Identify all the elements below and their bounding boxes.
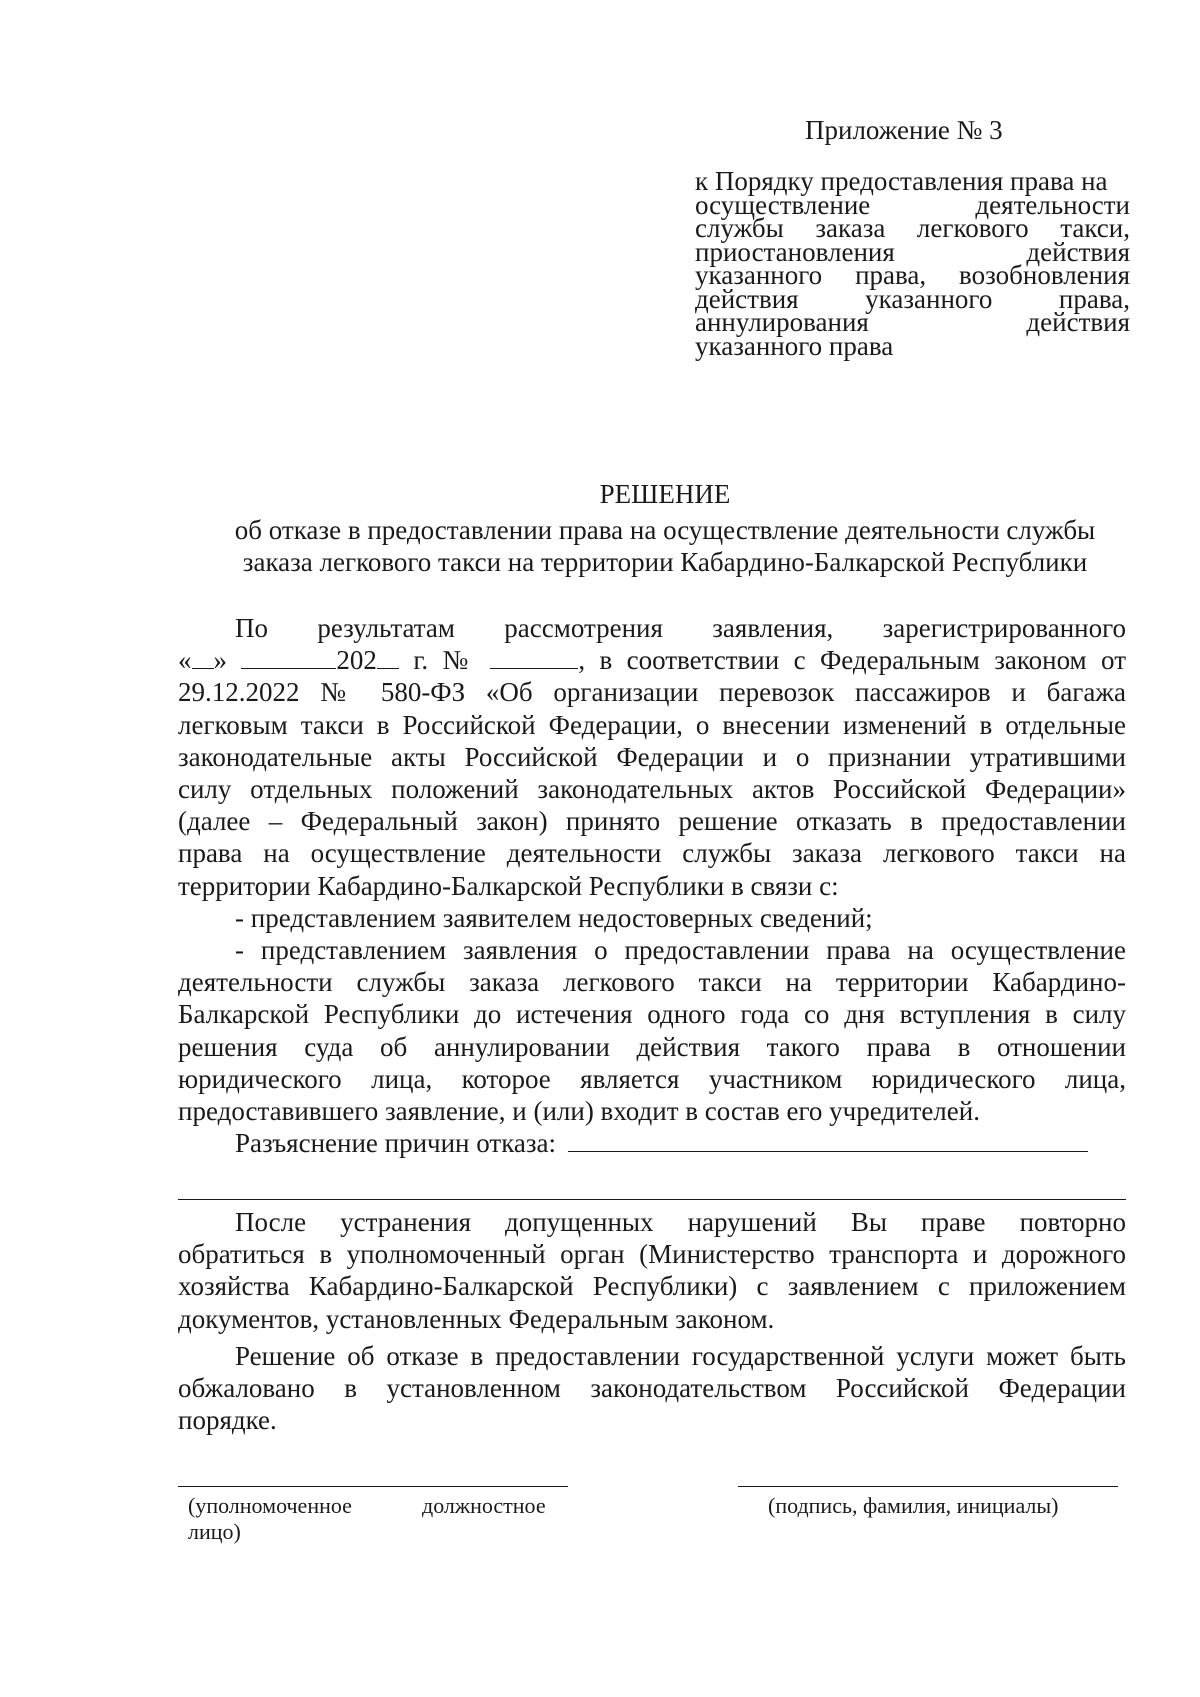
body-line: обжаловано в установленном законодательством Российской Федерации [178,1373,1126,1404]
body-line: юридического лица, которое является участником юридического лица, [178,1063,1126,1094]
appendix-reference [695,166,1130,361]
year-prefix: 202 [336,645,377,676]
appendix-line: к Порядку предоставления права на [695,166,1108,196]
official-signature-line [178,1486,568,1487]
year-suffix: г. № [413,645,476,676]
number-blank [490,646,578,669]
body-line: силу отдельных положений законодательных актов Российской Федерации» [178,774,1126,805]
body-line: Решение об отказе в предоставлении государственной услуги может быть [235,1341,1126,1371]
date-open-quote: « [178,645,192,676]
appendix-number: Приложение № 3 [805,115,1003,145]
appendix-line: указанного права, возобновления [695,260,1130,290]
body-line: обратиться в уполномоченный орган (Министерство транспорта и дорожного [178,1239,1126,1270]
body-line: законодательные акты Российской Федерации и о признании утратившими [178,741,1126,772]
date-number-line [178,644,1126,676]
body-line: территории Кабардино-Балкарской Республики в связи с: [178,870,839,901]
explanation-blank-line [178,1199,1126,1200]
signature-line [738,1486,1118,1487]
document-subtitle-line: об отказе в предоставлении права на осуществление деятельности службы [234,515,1096,545]
body-line: По результатам рассмотрения заявления, зарегистрированного [235,613,1126,643]
body-line: Балкарской Республики до истечения одного года со дня вступления в силу [178,999,1126,1030]
body-line: хозяйства Кабардино-Балкарской Республики) с заявлением с приложением [178,1271,1126,1302]
appendix-line: аннулирования действия [695,307,1130,337]
appeal-paragraph [178,1340,1126,1437]
decision-body [178,612,1126,1159]
month-blank [241,646,336,669]
body-line: деятельности службы заказа легкового такси на территории Кабардино- [178,967,1126,998]
year-blank [377,646,399,669]
body-line: права на осуществление деятельности службы заказа легкового такси на [178,838,1126,869]
body-line: предоставившего заявление, и (или) входит в состав его учредителей. [178,1096,980,1127]
body-line: (далее – Федеральный закон) принято решение отказать в предоставлении [178,806,1126,837]
reason-item: - представлением заявителем недостоверных сведений; [235,902,873,933]
body-line: 29.12.2022 № 580-ФЗ «Об организации перевозок пассажиров и багажа [178,677,1126,708]
body-line: решения суда об аннулировании действия такого права в отношении [178,1031,1126,1062]
after-remediation-paragraph [178,1206,1126,1335]
day-blank [192,646,214,669]
appendix-line: действия указанного права, [695,283,1130,314]
date-close-quote: » [213,645,227,676]
appendix-line: приостановления действия [695,236,1130,267]
reason-item: - представлением заявления о предоставлении права на осуществление [235,935,1126,966]
appendix-line: указанного права [695,330,894,361]
body-line: документов, установленных Федеральным законом. [178,1303,775,1334]
signature-caption: (подпись, фамилия, инициалы) [768,1493,1059,1518]
body-line: легковым такси в Российской Федерации, о внесении изменений в отдельные [178,709,1126,740]
official-caption-word: должностное [422,1493,546,1518]
appendix-line: осуществление деятельности [695,189,1130,220]
official-caption-word: лицо) [188,1519,241,1544]
body-line: После устранения допущенных нарушений Вы праве повторно [235,1207,1126,1237]
appendix-line: службы заказа легкового такси, [695,213,1130,243]
document-title: РЕШЕНИЕ [599,479,731,509]
official-caption-word: (уполномоченное [188,1493,352,1518]
explanation-line [178,1127,1126,1159]
explanation-blank [568,1129,1088,1152]
date-line-rest: , в соответствии с Федеральным законом от [578,645,1126,676]
explanation-label: Разъяснение причин отказа: [235,1128,557,1159]
document-subtitle-line: заказа легкового такси на территории Кабардино-Балкарской Республики [242,547,1088,577]
body-line: порядке. [178,1405,277,1436]
